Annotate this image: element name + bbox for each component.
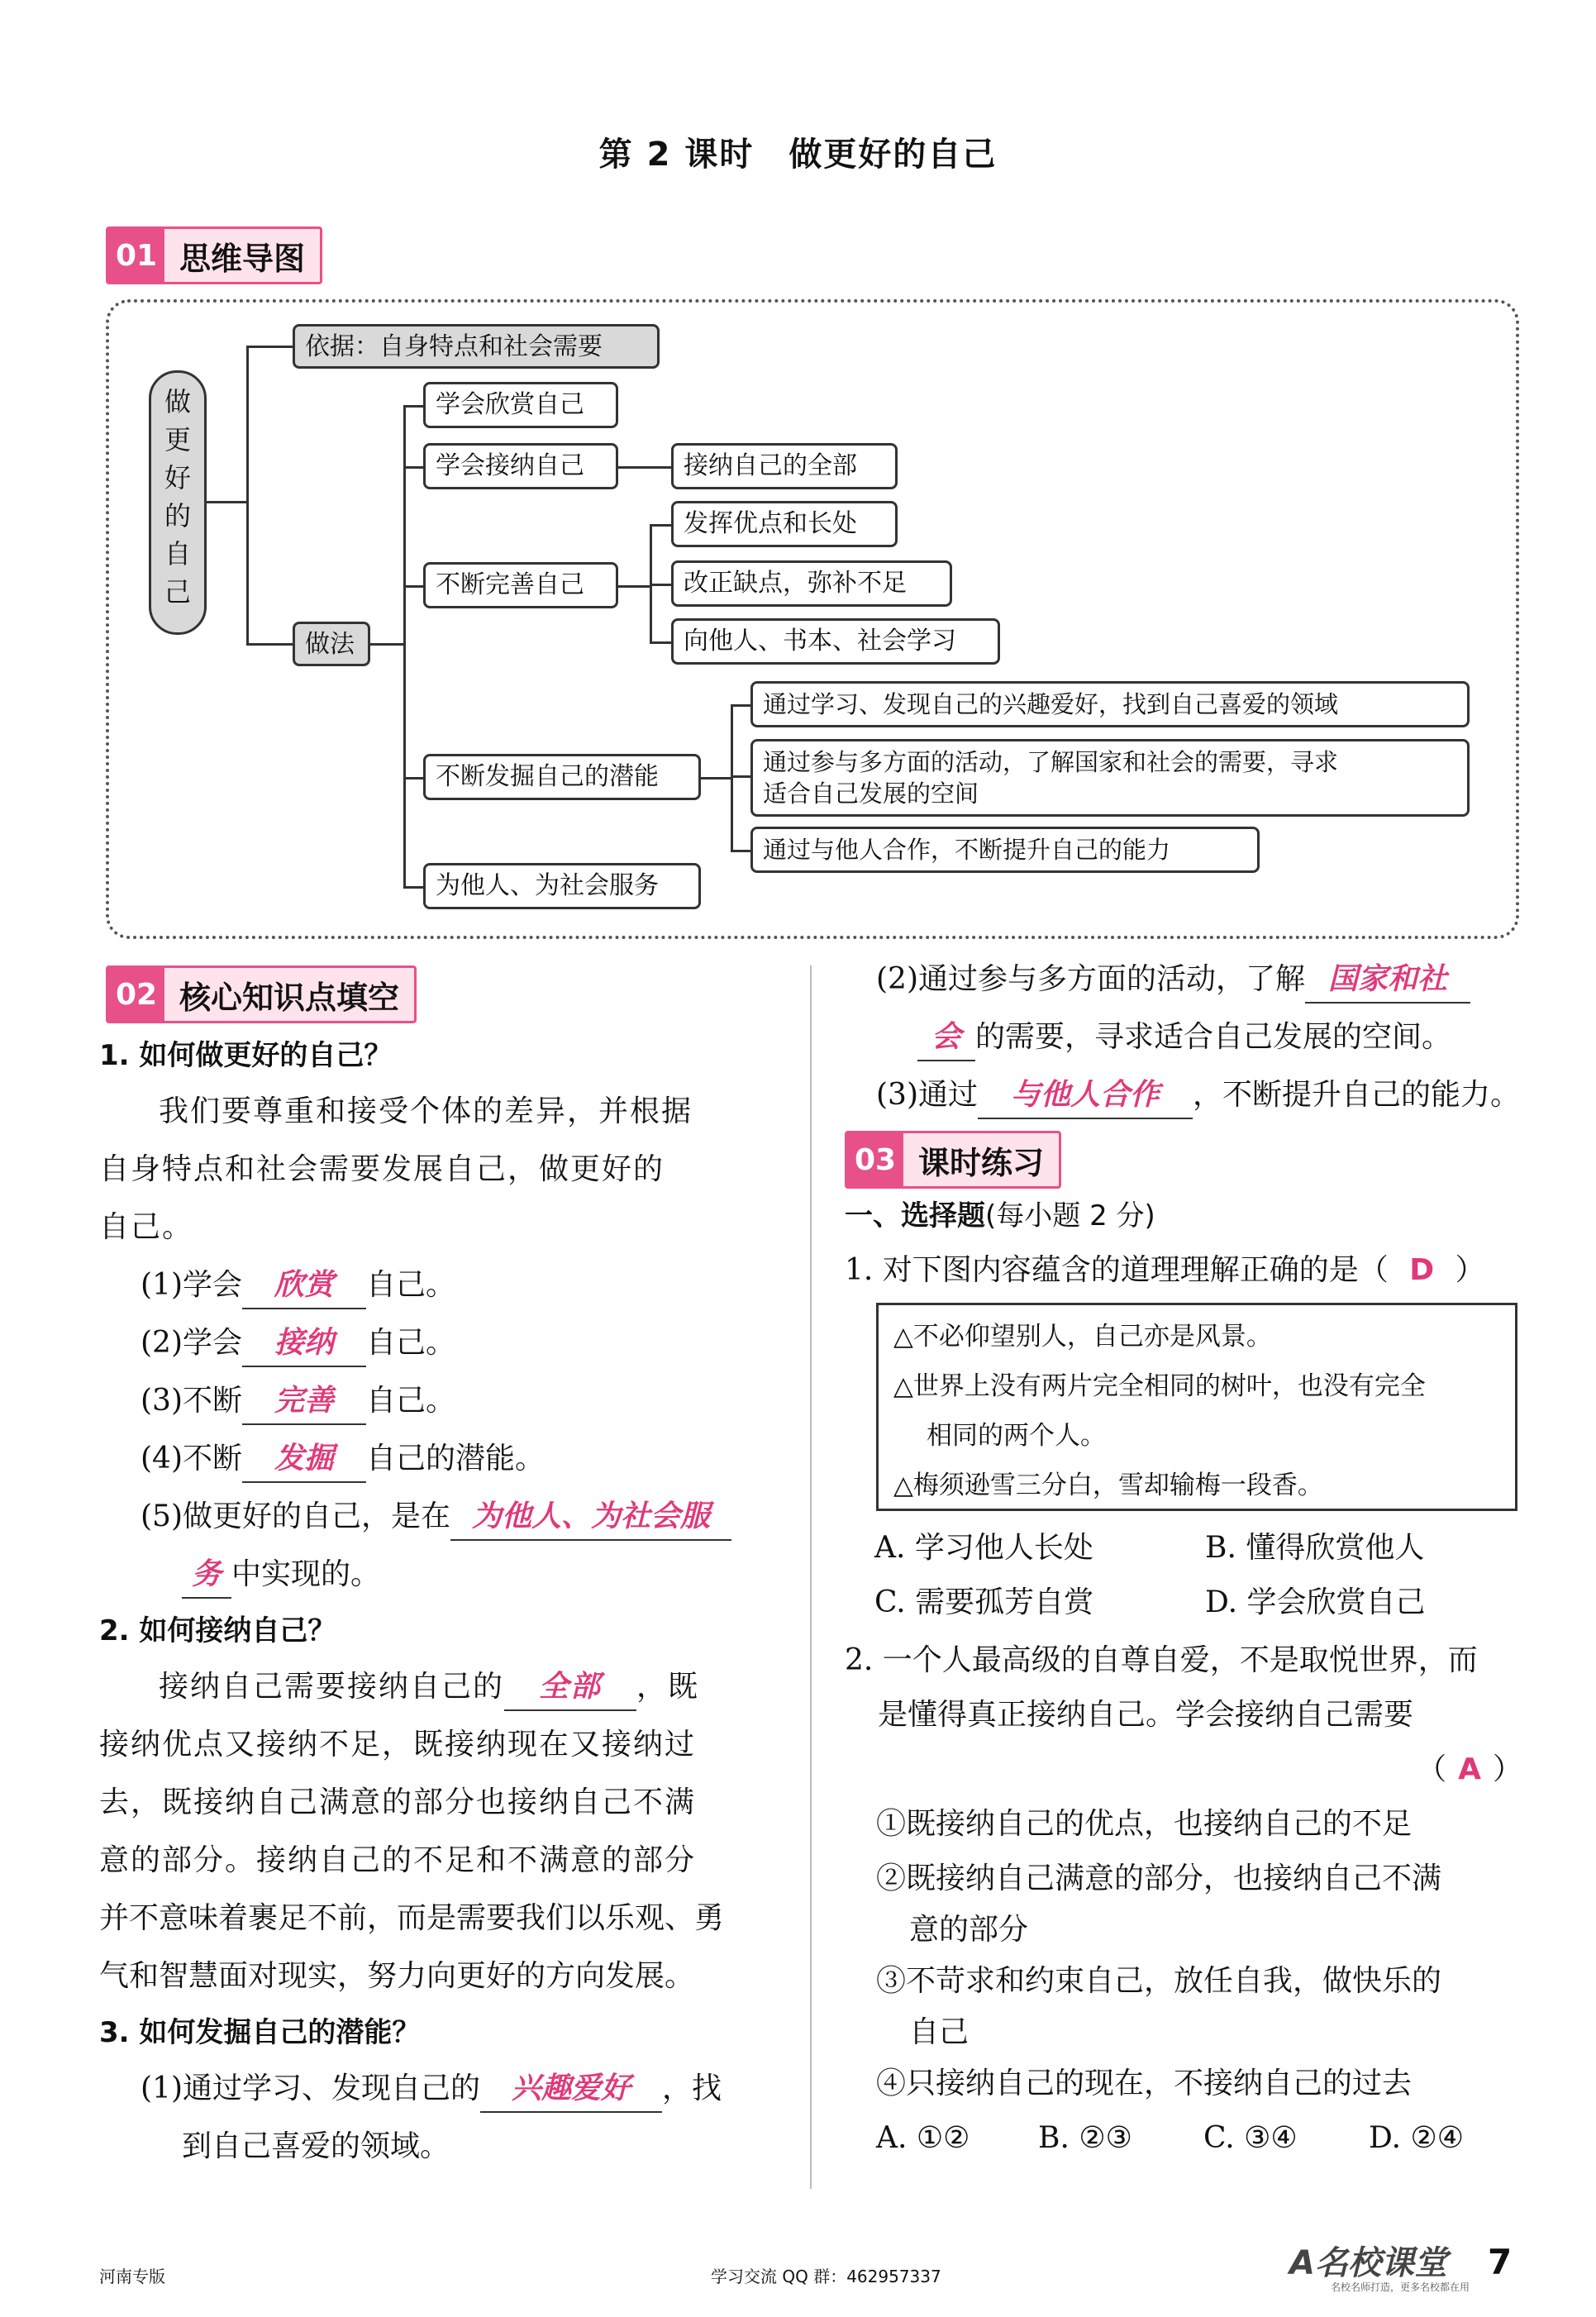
option-a: A. ①② — [876, 2121, 970, 2155]
fill-answer: 会 — [917, 1013, 975, 1061]
mindmap-node-serve: 为他人、为社会服务 — [423, 863, 701, 909]
q1-options — [874, 1521, 1519, 1630]
mindmap-node-appreciate: 学会欣赏自己 — [423, 382, 618, 428]
page-number: 7 — [1488, 2242, 1513, 2282]
section-number: 01 — [108, 229, 164, 282]
fill-answer: 务 — [182, 1551, 231, 1599]
mindmap-method: 做法 — [293, 622, 370, 666]
section-number: 03 — [847, 1133, 903, 1186]
fill-line: 接纳自己需要接纳自己的 全部 ，既 — [99, 1658, 785, 1716]
right-column — [835, 951, 1521, 1124]
practice-questions — [845, 1189, 1522, 1298]
fill-answer: 发掘 — [242, 1435, 366, 1483]
section-number: 02 — [108, 968, 164, 1021]
quote-box: △不必仰望别人，自己亦是风景。 △世界上没有两片完全相同的树叶，也没有完全 相同的两个人。 △梅须逊雪三分白，雪却输梅一段香。 — [876, 1303, 1517, 1511]
section-header-mindmap — [106, 226, 322, 284]
fill-answer: 与他人合作 — [978, 1071, 1193, 1119]
option-b: B. 懂得欣赏他人 — [1205, 1531, 1425, 1565]
fill-line: (3)通过 与他人合作 ，不断提升自己的能力。 — [835, 1066, 1521, 1124]
fill-line: (5)做更好的自己，是在 为他人、为社会服 — [99, 1488, 785, 1546]
section-label: 核心知识点填空 — [179, 979, 400, 1016]
page-title: 第 2 课时 做更好的自己 — [598, 136, 998, 174]
answer-letter: A — [1458, 1752, 1481, 1786]
fill-answer: 全部 — [504, 1663, 636, 1711]
option-b: B. ②③ — [1038, 2121, 1132, 2155]
fill-line: (1)通过学习、发现自己的 兴趣爱好 ，找 — [99, 2060, 785, 2118]
footer-qq: 学习交流 QQ 群：462957337 — [711, 2267, 941, 2286]
question-heading: 2. 如何接纳自己？ — [99, 1614, 336, 1647]
option-c: C. 需要孤芳自赏 — [874, 1585, 1094, 1619]
mindmap-node-interest: 通过学习、发现自己的兴趣爱好，找到自己喜爱的领域 — [750, 681, 1470, 727]
mindmap-node-strengths: 发挥优点和长处 — [671, 501, 898, 547]
option-d: D. ②④ — [1369, 2121, 1465, 2155]
fill-answer: 欣赏 — [242, 1261, 366, 1309]
mindmap-node-cooperate: 通过与他人合作，不断提升自己的能力 — [750, 827, 1260, 873]
answer-letter: D — [1409, 1253, 1435, 1287]
left-column: 1. 如何做更好的自己？ 我们要尊重和接受个体的差异，并根据 自身特点和社会需要发展自己，做更好的 自己。 (1)学会 欣赏 自己。 (2)学会 接纳 自己。 (3)不断 完善 自己。 (4)不断 发掘 自己的潜能。 (5)做更好的自己，是在 为他人、为社会服 务 中实现的。 2. 如何接纳自己？ 接纳自己需要接纳自己的 全部 ，既 接纳优点又接纳不足，既接纳现在又接纳过 去，既接纳自己满意的部分也接纳自己不满 意的部分。接纳自己的不足和不满意的部分 并不意味着裹足不前，而是需要我们以乐观、勇 气和智慧面对现实，努力向更好的方向发展。 3. 如何发掘自己的潜能？ (1)通过学习、发现自己的 兴趣爱好 ，找 到自己喜爱的领域。 — [99, 1028, 785, 2176]
brand-logo: A名校课堂 — [1289, 2244, 1447, 2282]
mindmap-node-accept: 学会接纳自己 — [423, 443, 618, 489]
mindmap-root: 做更好的自己 — [149, 370, 207, 635]
fill-answer: 为他人、为社会服 — [450, 1493, 731, 1541]
fill-answer: 接纳 — [242, 1319, 366, 1367]
question-heading: 3. 如何发掘自己的潜能？ — [99, 2016, 421, 2049]
fill-answer: 国家和社 — [1305, 956, 1470, 1004]
mindmap-node-activities: 通过参与多方面的活动，了解国家和社会的需要，寻求 适合自己发展的空间 — [750, 739, 1470, 817]
fill-line: 会 的需要，寻求适合自己发展的空间。 — [835, 1008, 1521, 1066]
fill-line: 务 中实现的。 — [99, 1546, 785, 1604]
mindmap-node-learn-others: 向他人、书本、社会学习 — [671, 618, 1000, 665]
fill-answer: 兴趣爱好 — [480, 2065, 662, 2113]
option-a: A. 学习他人长处 — [874, 1531, 1093, 1565]
fill-line: (3)不断 完善 自己。 — [99, 1372, 785, 1430]
question-heading: 1. 如何做更好的自己？ — [99, 1039, 393, 1072]
question-1: 1. 对下图内容蕴含的道理理解正确的是（ D ） — [845, 1253, 1485, 1287]
column-divider — [810, 965, 812, 2189]
question-2: 2. 一个人最高级的自尊自爱，不是取悦世界，而 是懂得真正接纳自己。学会接纳自己需要 （ A ） ①既接纳自己的优点，也接纳自己的不足 ②既接纳自己满意的部分，也接纳自己不满 意的部分 ③不苛求和约束自己，放任自我，做快乐的 自己 ④只接纳自己的现在，不接纳自己的过去 A. ①② B. ②③ C. ③④ D. ②④ — [845, 1633, 1531, 2166]
mindmap-node-improve: 不断完善自己 — [423, 562, 618, 608]
option-c: C. ③④ — [1203, 2121, 1298, 2155]
fill-line: (2)学会 接纳 自己。 — [99, 1314, 785, 1372]
mindmap-node-potential: 不断发掘自己的潜能 — [423, 754, 701, 800]
fill-answer: 完善 — [242, 1377, 366, 1425]
section-label: 思维导图 — [179, 240, 306, 277]
section-header-knowledge — [106, 965, 417, 1023]
fill-line: (4)不断 发掘 自己的潜能。 — [99, 1430, 785, 1488]
mindmap-node-fix-weakness: 改正缺点，弥补不足 — [671, 560, 952, 607]
fill-line: (2)通过参与多方面的活动，了解 国家和社 — [835, 951, 1521, 1008]
mindmap-basis: 依据：自身特点和社会需要 — [293, 324, 660, 369]
fill-line: (1)学会 欣赏 自己。 — [99, 1256, 785, 1314]
option-d: D. 学会欣赏自己 — [1205, 1585, 1426, 1619]
section-header-practice — [845, 1131, 1061, 1189]
brand-slogan: 名校名师打造，更多名校都在用 — [1331, 2281, 1470, 2293]
mindmap-node-accept-all: 接纳自己的全部 — [671, 443, 898, 489]
footer-edition: 河南专版 — [99, 2267, 165, 2286]
section-label: 课时练习 — [918, 1144, 1045, 1181]
part-heading: 一、选择题(每小题 2 分) — [845, 1199, 1155, 1232]
